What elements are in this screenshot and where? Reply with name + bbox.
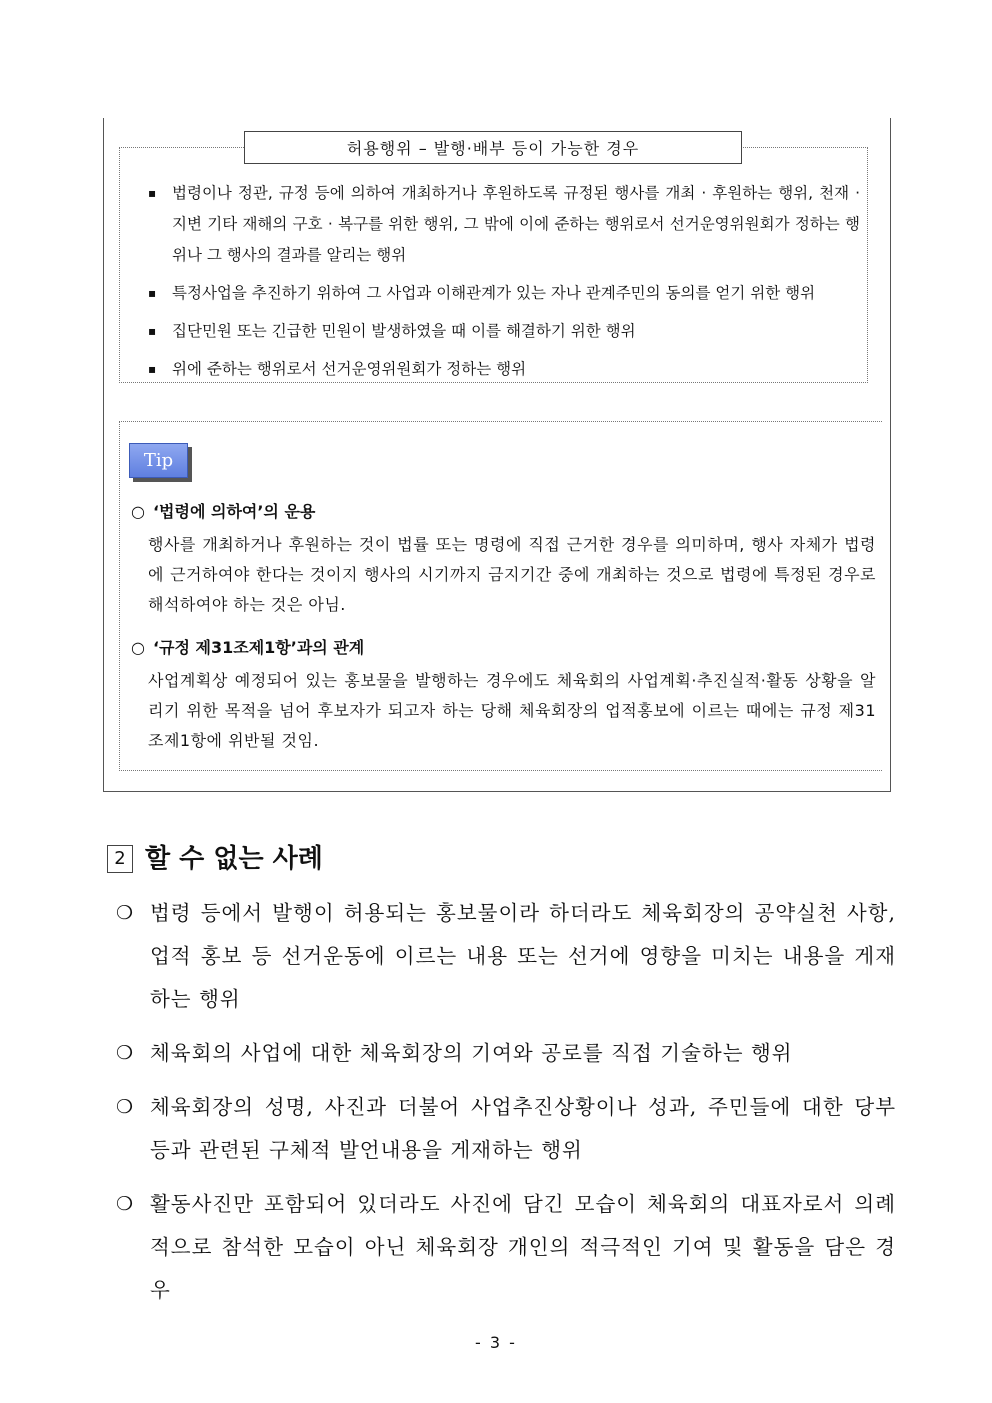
list-item-text: 집단민원 또는 긴급한 민원이 발생하였을 때 이를 해결하기 위한 행위: [172, 322, 636, 340]
tip-section: [131, 500, 876, 620]
circle-bullet-icon: ❍: [116, 902, 135, 924]
list-item-text: 체육회장의 성명, 사진과 더불어 사업추진상황이나 성과, 주민들에 대한 당부 등과 관련된 구체적 발언내용을 게재하는 행위: [150, 1095, 896, 1162]
list-item: [148, 178, 860, 271]
allowed-acts-title: 허용행위 – 발행·배부 등이 가능한 경우: [244, 131, 742, 164]
bullet-icon: ▪: [148, 286, 157, 300]
list-item: [116, 892, 896, 1021]
section-heading: [107, 838, 323, 875]
section-title: 할 수 없는 사례: [145, 844, 323, 874]
circle-bullet-icon: ❍: [116, 1096, 135, 1118]
tip-body: 사업계획상 예정되어 있는 홍보물을 발행하는 경우에도 체육회의 사업계획·추진실적·활동 상황을 알리기 위한 목적을 넘어 후보자가 되고자 하는 당해 체육회장의 업적홍보에 이르는 때에는 규정 제31조제1항에 위반될 것임.: [148, 671, 876, 750]
circle-bullet-icon: ❍: [116, 1042, 135, 1064]
bullet-icon: ▪: [148, 362, 157, 376]
circle-bullet-icon: ○: [131, 638, 145, 657]
tip-body: 행사를 개최하거나 후원하는 것이 법률 또는 명령에 직접 근거한 경우를 의미하며, 행사 자체가 법령에 근거하여야 한다는 것이지 행사의 시기까지 금지기간 중에 개최하는 것으로 법령에 특정된 경우로 해석하여야 하는 것은 아님.: [148, 535, 876, 614]
page-number: - 3 -: [475, 1333, 517, 1352]
list-item: [148, 354, 860, 385]
list-item-text: 법령 등에서 발행이 허용되는 홍보물이라 하더라도 체육회장의 공약실천 사항, 업적 홍보 등 선거운동에 이르는 내용 또는 선거에 영향을 미치는 내용을 게재하는 행위: [150, 901, 896, 1011]
bullet-icon: ▪: [148, 324, 157, 338]
list-item: [148, 278, 860, 309]
circle-bullet-icon: ○: [131, 502, 145, 521]
section-number: 2: [107, 845, 133, 873]
prohibited-cases-list: [116, 892, 896, 1323]
list-item-text: 법령이나 정관, 규정 등에 의하여 개최하거나 후원하도록 규정된 행사를 개최 · 후원하는 행위, 천재 · 지변 기타 재해의 구호 · 복구를 위한 행위, 그 밖에 이에 준하는 행위로서 선거운영위원회가 정하는 행위나 그 행사의 결과를 알리는 행위: [172, 184, 860, 264]
list-item-text: 특정사업을 추진하기 위하여 그 사업과 이해관계가 있는 자나 관계주민의 동의를 얻기 위한 행위: [172, 284, 816, 302]
list-item: [116, 1183, 896, 1312]
allowed-acts-list: [148, 178, 860, 392]
tip-heading: ○ ‘법령에 의하여’의 운용: [131, 500, 876, 524]
circle-bullet-icon: ❍: [116, 1193, 135, 1215]
tip-heading: ○ ‘규정 제31조제1항’과의 관계: [131, 636, 876, 660]
tip-badge: Tip: [129, 443, 188, 478]
list-item: [148, 316, 860, 347]
bullet-icon: ▪: [148, 186, 157, 200]
list-item: [116, 1086, 896, 1172]
list-item-text: 위에 준하는 행위로서 선거운영위원회가 정하는 행위: [172, 360, 527, 378]
list-item: [116, 1032, 896, 1075]
list-item-text: 활동사진만 포함되어 있더라도 사진에 담긴 모습이 체육회의 대표자로서 의례적으로 참석한 모습이 아닌 체육회장 개인의 적극적인 기여 및 활동을 담은 경우: [150, 1192, 896, 1302]
list-item-text: 체육회의 사업에 대한 체육회장의 기여와 공로를 직접 기술하는 행위: [150, 1041, 793, 1065]
tip-section: [131, 636, 876, 756]
